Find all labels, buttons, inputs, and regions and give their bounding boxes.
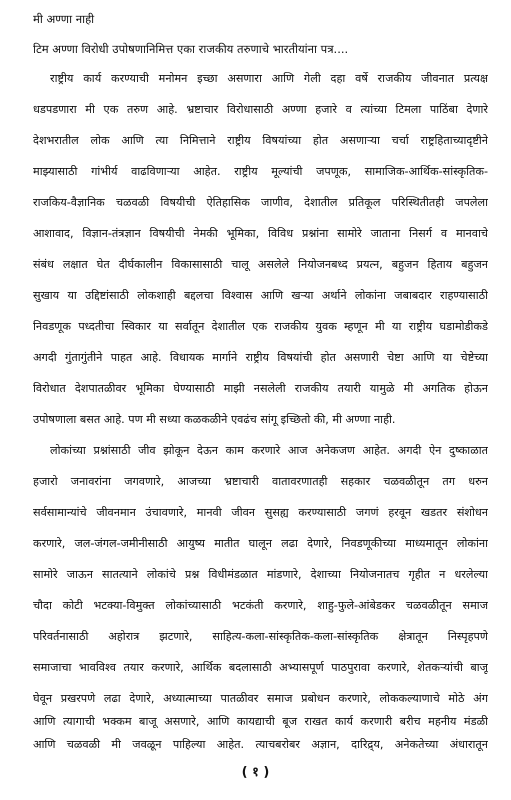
letter-subtitle: टिम अण्णा विरोधी उपोषणानिमित्त एका राजकीय तरुणाचे भारतीयांना पत्र....: [33, 42, 349, 56]
paragraph-line: राष्ट्रीय कार्य करण्याची मनोमन इच्छा असणारा आणि गेली दहा वर्षे राजकीय जीवनात प्रत्यक्ष: [50, 72, 488, 85]
paragraph-line: राजकिय-वैज्ञानिक चळवळी विषयीची ऐतिहासिक जाणीव, देशातील प्रतिकूल परिस्थितीतही जपलेला: [33, 196, 488, 209]
paragraph-line: निवडणूक पध्दतीचा स्विकार या सर्वातून देशातील एक राजकीय युवक म्हणून मी या राष्ट्रीय घडामोडीकडे: [33, 320, 488, 333]
paragraph-line: धडपडणारा मी एक तरुण आहे. भ्रष्टाचार विरोधासाठी अण्णा हजारे व त्यांच्या टिमला पाठिंबा देणारे: [33, 103, 488, 116]
paragraph-line: आशावाद, विज्ञान-तंत्रज्ञान विषयीची नेमकी भूमिका, विविध प्रश्नांना सामोरे जाताना निसर्ग व मानवाचे: [33, 227, 488, 240]
paragraph-line: सामोरे जाऊन सातत्याने लोकांचे प्रश्न विधीमंडळात मांडणारे, देशाच्या नियोजनातच गृहीत न धरलेल्या: [33, 568, 488, 581]
paragraph-line: समाजाचा भावविश्व तयार करणारे, आर्थिक बदलासाठी अभ्यासपूर्ण पाठपुरावा करणारे, शेतकऱ्यांची बाजू: [33, 661, 488, 674]
paragraph-line: सर्वसामान्यांचे जीवनमान उंचावणारे, मानवी जीवन सुसह्य करण्यासाठी जगणं हरवून खडतर संशोधन: [33, 506, 488, 519]
paragraph-line: विरोधात देशपातळीवर भूमिका घेण्यासाठी माझी नसलेली राजकीय तयारी यामुळे मी अगतिक होऊन: [33, 382, 488, 395]
paragraph-line: आणि त्यागाची भक्कम बाजू असणारे, आणि कायद्याची बूज राखत कार्य करणारी बरीच महनीय मंडळी: [33, 715, 488, 728]
paragraph-line: हजारो जनावरांना जगवणारे, आजच्या भ्रष्टाचारी वातावरणातही सहकार चळवळीतून तग धरुन: [33, 475, 488, 488]
paragraph-line: लोकांच्या प्रश्नांसाठी जीव झोकून देऊन काम करणारे आज अनेकजण आहेत. अगदी ऐन दुष्काळात: [50, 444, 488, 457]
paragraph-line: उपोषणाला बसत आहे. पण मी सध्या कळकळीने एवढंच सांगू इच्छितो की, मी अण्णा नाही.: [33, 413, 396, 426]
paragraph-line: संबंध लक्षात घेत दीर्घकालीन विकासासाठी चालू असलेले नियोजनबध्द प्रयत्न, बहुजन हिताय बहुजन: [33, 258, 488, 271]
salutation: मी अण्णा नाही: [33, 12, 95, 26]
paragraph-line: चौदा कोटी भटक्या-विमुक्त लोकांच्यासाठी भटकंती करणारे, शाहु-फुले-आंबेडकर चळवळीतून समाज: [33, 599, 488, 612]
page-number: ( १ ): [241, 765, 270, 780]
paragraph-line: आणि चळवळी मी जवळून पाहिल्या आहेत. त्याचबरोबर अज्ञान, दारिद्र्य, अनेकतेच्या अंधारातून: [33, 738, 488, 751]
paragraph-line: परिवर्तनासाठी अहोरात्र झटणारे, साहित्य-कला-सांस्कृतिक-कला-सांस्कृतिक क्षेत्रातून निस्पृहपणे: [33, 630, 488, 643]
paragraph-line: सुखाय या उद्दिष्टांसाठी लोकशाही बद्दलचा विश्वास आणि खऱ्या अर्थाने लोकांना जबाबदार राहण्यासाठी: [33, 289, 488, 302]
paragraph-line: अगदी गुंतागुंतीने पाहत आहे. विधायक मार्गाने राष्ट्रीय विषयांची होत असणारी चेष्टा आणि या चेष्टेच्या: [33, 351, 488, 364]
paragraph-line: करणारे, जल-जंगल-जमीनीसाठी आयुष्य मातीत घालून लढा देणारे, निवडणूकीच्या माध्यमातून लोकांना: [33, 537, 488, 550]
paragraph-line: देशभरातील लोक आणि त्या निमित्ताने राष्ट्रीय विषयांच्या होत असणाऱ्या चर्चा राष्ट्रहिताच्यादृष्टीने: [33, 134, 488, 147]
paragraph-line: माझ्यासाठी गांभीर्य वाढविणाऱ्या आहेत. राष्ट्रीय मूल्यांची जपणूक, सामाजिक-आर्थिक-सांस्कृतिक-: [33, 165, 488, 178]
paragraph-line: घेवून प्रखरपणे लढा देणारे, अध्यात्माच्या पातळीवर समाज प्रबोधन करणारे, लोककल्याणाचे मोठे अंग: [33, 692, 488, 705]
